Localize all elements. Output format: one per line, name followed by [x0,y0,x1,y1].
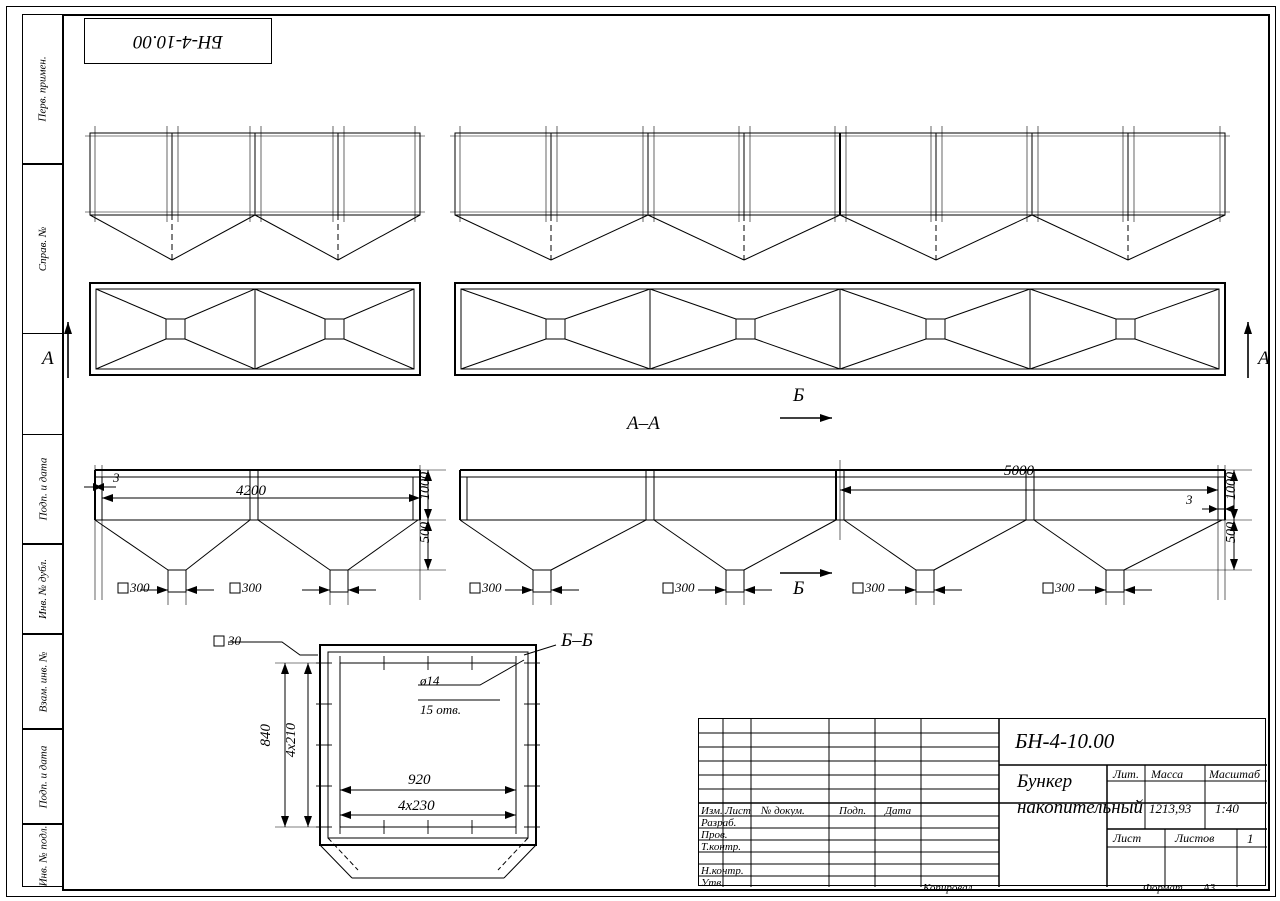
tb-sheet-label: Лист [1113,831,1142,845]
dim-1000-right: 1000 [1224,472,1239,500]
section-label-bb: Б–Б [561,630,593,651]
dim-5000: 5000 [1004,463,1034,479]
dim-840: 840 [258,724,274,747]
tb-scale-value: 1:40 [1215,801,1239,816]
format-value: А3 [1203,882,1216,894]
tb-product-name-1: Бункер [1017,771,1073,792]
dim-3-left: 3 [113,470,120,485]
dim-support-3: 300 [482,580,502,595]
section-arrow-b-bottom [780,569,832,577]
dim-diameter-14: ø14 [420,673,440,688]
tb-col-izm: Изм. [701,805,723,817]
left-cell-label: Взам. инв. № [37,651,50,712]
section-mark-a-left: А [42,348,54,369]
dim-3-right: 3 [1186,492,1193,507]
dim-15-holes: 15 отв. [420,702,462,717]
dim-30: 30 [228,633,241,648]
dim-support-4: 300 [675,580,695,595]
dim-1000-left: 1000 [418,472,433,500]
top-view-left [85,126,425,260]
section-label-aa: А–А [627,413,660,434]
tb-mass-label: Масса [1151,767,1184,781]
dim-4x210: 4х210 [284,723,299,758]
left-cell-label: Подп. и дата [37,457,50,521]
dim-500-left: 500 [418,522,433,543]
section-bb-view [214,636,556,878]
tb-mass-value: 1213,93 [1149,801,1192,816]
section-arrow-a-left [64,322,72,378]
tb-role-prov: Пров. [701,829,728,841]
section-aa-right [460,460,1252,605]
tb-role-razrab: Разраб. [701,817,737,829]
dim-920: 920 [408,772,431,788]
dim-support-2: 300 [242,580,262,595]
tb-col-list: Лист [725,805,751,817]
left-cell-label: Инв. № дубл. [37,559,49,619]
section-arrow-a-right [1244,322,1252,378]
tb-lit-label: Лит. [1113,767,1139,781]
tb-role-tkontr: Т.контр. [701,841,742,853]
tb-col-podp: Подп. [839,805,867,817]
section-mark-b-bottom: Б [793,578,805,599]
dim-4200: 4200 [236,483,266,499]
left-cell-label: Инв. № подл. [37,825,50,886]
plan-view-right [455,283,1225,375]
tb-scale-label: Масштаб [1209,767,1261,781]
format-label: Формат [1143,882,1183,894]
left-cell-label: Перв. примен. [37,56,49,122]
designation-top-text: БН-4-10.00 [133,31,223,52]
plan-view-left [90,283,420,375]
section-mark-a-right: А [1258,348,1270,369]
copied-label: Копировал [923,882,973,894]
section-arrow-b-top [780,414,832,422]
tb-role-utv: Утв. [701,877,724,889]
dim-4x230: 4х230 [398,798,435,814]
dim-support-6: 300 [1055,580,1075,595]
top-view-right [450,126,1230,260]
dim-500-right: 500 [1224,522,1239,543]
left-cell-label: Подп. и дата [37,745,50,808]
tb-sheets-value: 1 [1247,831,1254,846]
tb-product-name-2: накопительный [1017,797,1143,818]
tb-col-data: Дата [885,805,912,817]
tb-col-docum: № докум. [761,805,805,817]
dim-support-1: 300 [130,580,150,595]
left-cell-label: Справ. № [37,226,50,272]
dim-support-5: 300 [865,580,885,595]
tb-role-nkontr: Н.контр. [701,865,744,877]
tb-sheets-label: Листов [1175,831,1215,845]
tb-designation: БН-4-10.00 [1015,729,1115,753]
section-mark-b-top: Б [793,385,805,406]
